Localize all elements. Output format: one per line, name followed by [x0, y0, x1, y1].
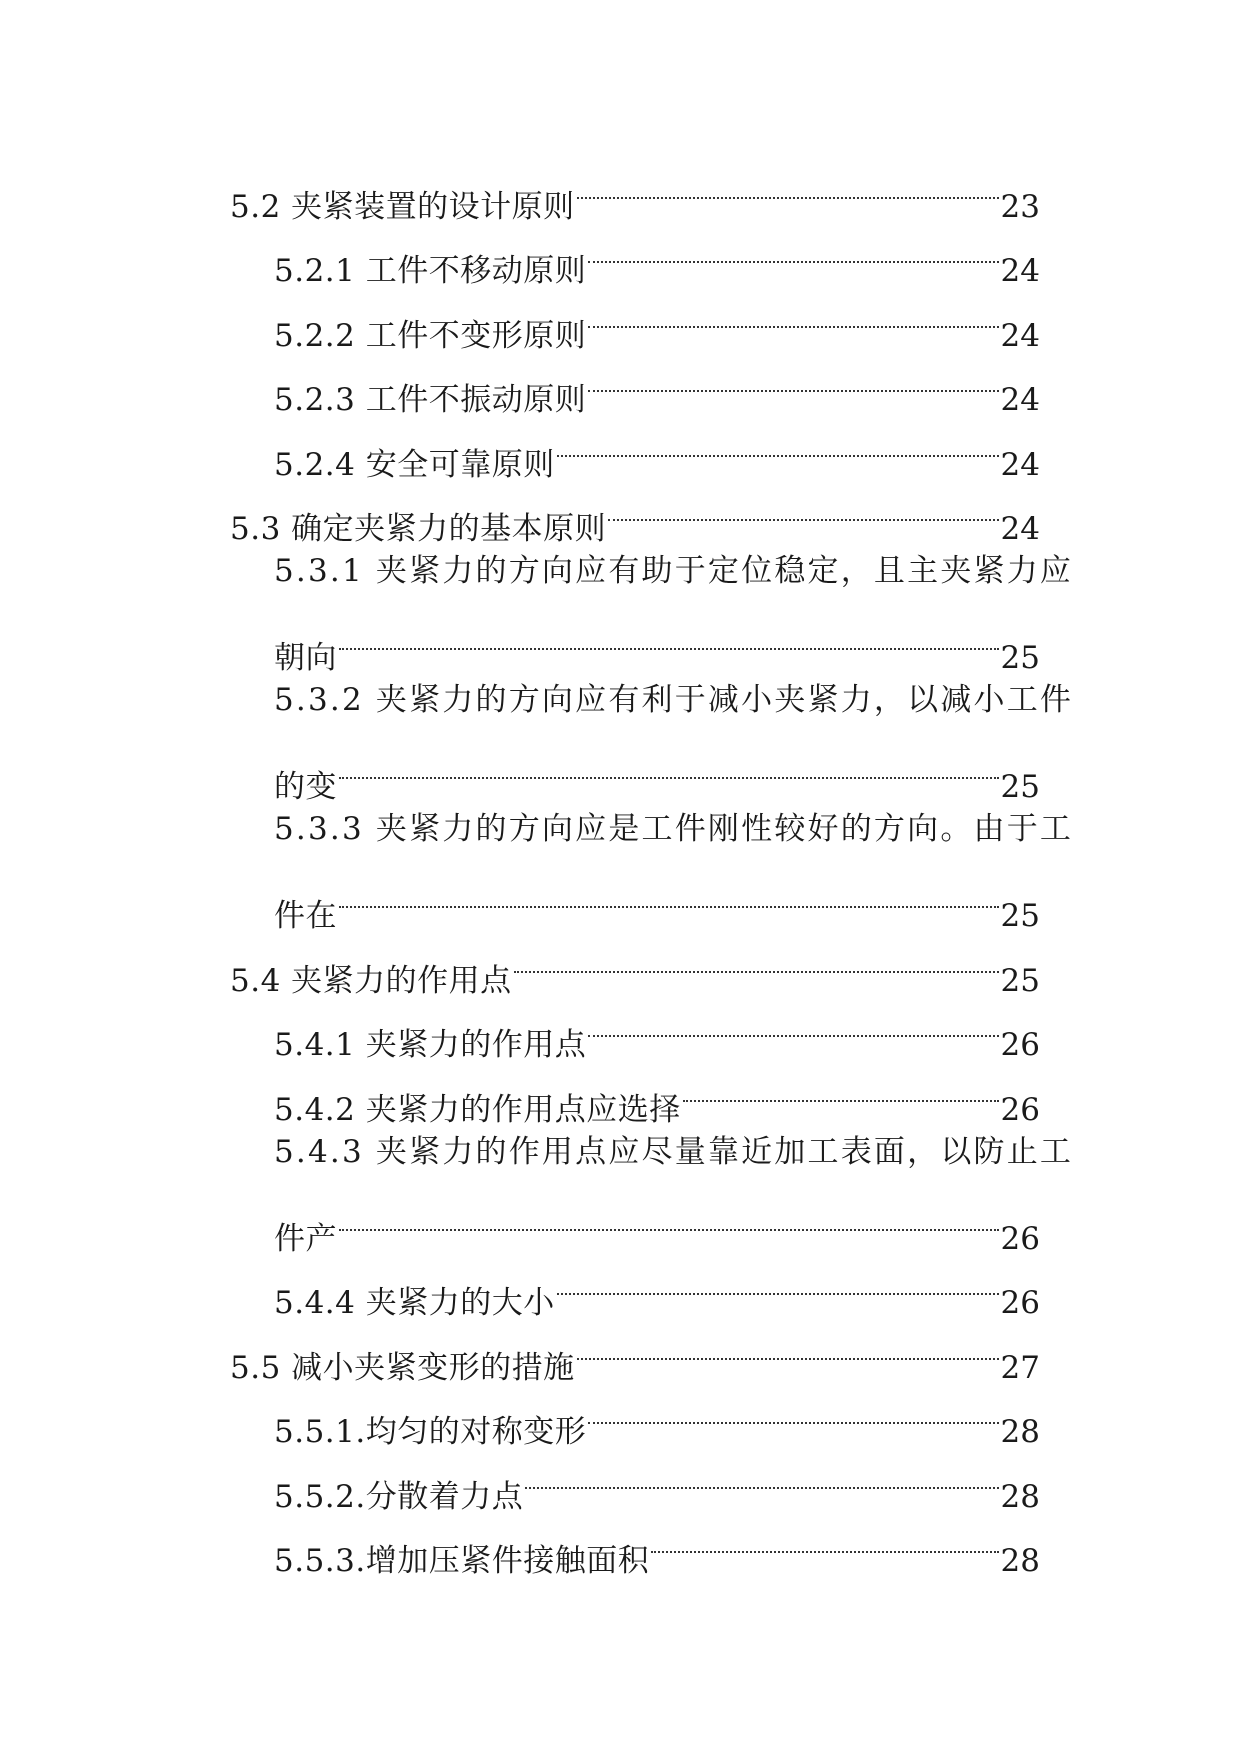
toc-entry-line1[interactable]: [230, 668, 1074, 733]
toc-page-number: 26: [1000, 1091, 1040, 1128]
toc-dot-leader: [588, 1378, 998, 1443]
toc-dot-leader: [588, 991, 998, 1056]
toc-entry-line2[interactable]: [230, 862, 1040, 934]
toc-dot-leader: [577, 1313, 999, 1378]
table-of-contents: [230, 152, 1074, 1579]
toc-page-number: 24: [1000, 253, 1040, 289]
toc-dot-leader: [339, 733, 999, 798]
toc-entry-title-continued: 件产: [274, 1220, 337, 1257]
toc-entry-title: 5.4.2 夹紧力的作用点应选择: [274, 1091, 681, 1128]
toc-entry-title: 5.4.4 夹紧力的大小: [274, 1285, 555, 1321]
toc-entry-title: 5.5 减小夹紧变形的措施: [230, 1349, 575, 1386]
toc-dot-leader: [608, 475, 998, 540]
toc-page-number: 25: [1000, 769, 1040, 805]
toc-entry[interactable]: [230, 926, 1040, 999]
toc-page-number: 28: [1000, 1478, 1040, 1515]
toc-page-number: 25: [1000, 640, 1040, 676]
toc-entry-line1[interactable]: [230, 1120, 1074, 1185]
toc-entry-line1[interactable]: [230, 797, 1074, 862]
toc-entry[interactable]: [230, 1249, 1040, 1321]
toc-page-number: 24: [1000, 382, 1040, 418]
toc-dot-leader: [339, 604, 999, 669]
toc-dot-leader: [588, 281, 998, 346]
toc-dot-leader: [514, 926, 999, 991]
toc-entry-line2[interactable]: [230, 604, 1040, 676]
toc-entry-title: 5.2.2 工件不变形原则: [274, 317, 587, 354]
toc-page-number: 26: [1000, 1027, 1040, 1063]
toc-entry-title: 5.5.1.均匀的对称变形: [274, 1414, 587, 1450]
toc-entry-title: 5.5.3.增加压紧件接触面积: [274, 1543, 650, 1579]
toc-entry-title: 5.4 夹紧力的作用点: [230, 962, 512, 999]
toc-page-number: 28: [1000, 1543, 1040, 1579]
toc-page-number: 24: [1000, 446, 1040, 483]
toc-page-number: 25: [1000, 898, 1040, 934]
toc-dot-leader: [557, 1249, 999, 1314]
toc-entry-title: 5.5.2.分散着力点: [274, 1478, 524, 1515]
toc-page-number: 27: [1000, 1349, 1040, 1386]
toc-dot-leader: [557, 410, 999, 475]
toc-entry-line2[interactable]: [230, 733, 1040, 805]
toc-page-number: 24: [1000, 317, 1040, 354]
toc-entry-title-continued: 的变: [274, 769, 337, 805]
toc-entry-title: 5.4.3 夹紧力的作用点应尽量靠近加工表面，以防止工: [274, 1133, 1074, 1170]
toc-dot-leader: [525, 1442, 998, 1507]
toc-page-number: 26: [1000, 1285, 1040, 1321]
toc-entry-title: 5.2 夹紧装置的设计原则: [230, 188, 575, 225]
toc-page-number: 28: [1000, 1414, 1040, 1450]
toc-dot-leader: [339, 862, 999, 927]
toc-entry-title: 5.3 确定夹紧力的基本原则: [230, 511, 607, 547]
toc-entry-title: 5.3.1 夹紧力的方向应有助于定位稳定，且主夹紧力应: [274, 553, 1074, 589]
toc-entry-title: 5.3.2 夹紧力的方向应有利于减小夹紧力，以减小工件: [274, 682, 1074, 718]
toc-dot-leader: [588, 217, 998, 282]
toc-dot-leader: [588, 346, 998, 411]
toc-entry-title: 5.2.1 工件不移动原则: [274, 253, 587, 289]
toc-page-number: 25: [1000, 962, 1040, 999]
toc-entry-title: 5.2.3 工件不振动原则: [274, 382, 587, 418]
toc-page-number: 24: [1000, 511, 1040, 547]
toc-entry-title: 5.2.4 安全可靠原则: [274, 446, 555, 483]
toc-page-number: 23: [1000, 188, 1040, 225]
toc-dot-leader: [651, 1507, 998, 1572]
toc-dot-leader: [683, 1055, 999, 1120]
toc-entry-title-continued: 件在: [274, 898, 337, 934]
toc-entry-title: 5.4.1 夹紧力的作用点: [274, 1027, 587, 1063]
toc-dot-leader: [577, 152, 999, 217]
toc-entry-title: 5.3.3 夹紧力的方向应是工件刚性较好的方向。由于工: [274, 811, 1074, 847]
toc-entry-line1[interactable]: [230, 539, 1074, 604]
toc-entry-line2[interactable]: [230, 1184, 1040, 1257]
toc-dot-leader: [339, 1184, 999, 1249]
toc-entry-title-continued: 朝向: [274, 640, 337, 676]
toc-page-number: 26: [1000, 1220, 1040, 1257]
toc-entry[interactable]: [230, 152, 1040, 225]
